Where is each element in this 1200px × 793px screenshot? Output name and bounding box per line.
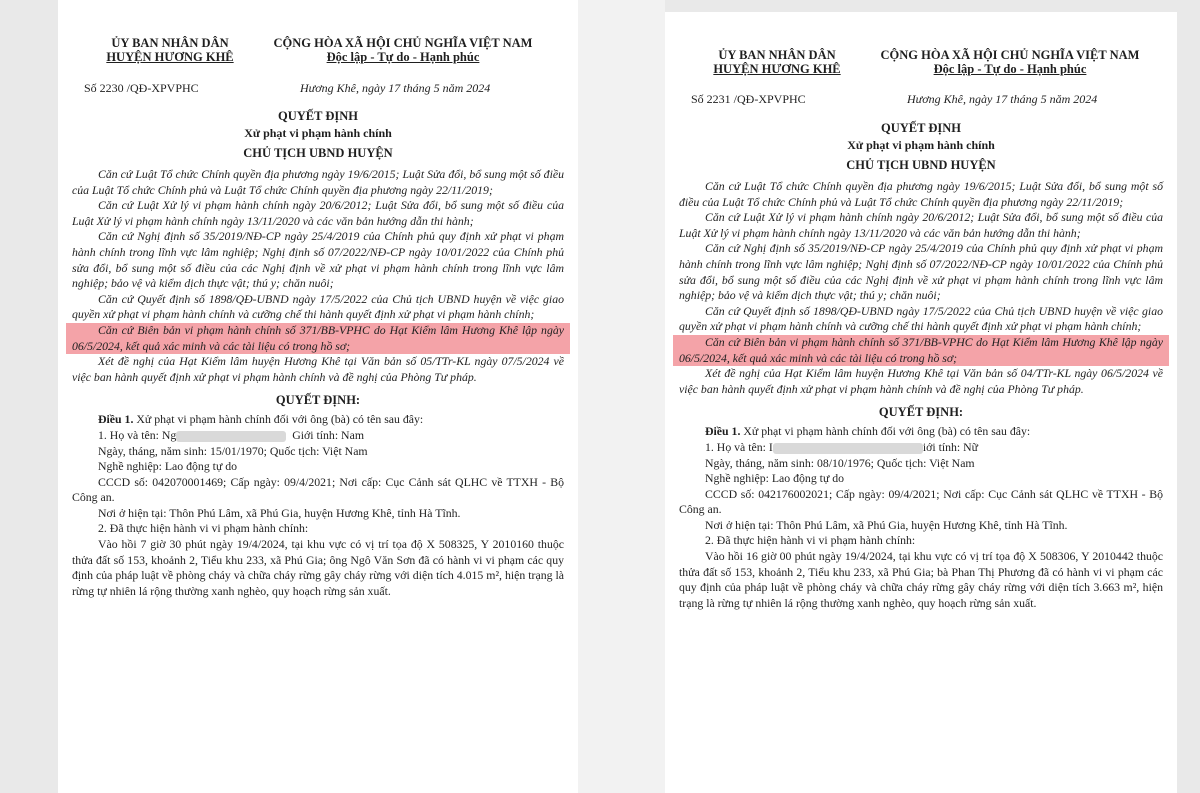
authority-title: CHỦ TỊCH UBND HUYỆN [243, 146, 393, 160]
nation-line1: CỘNG HÒA XÃ HỘI CHỦ NGHĨA VIỆT NAM [273, 36, 533, 50]
id-card: CCCD số: 042176002021; Cấp ngày: 09/4/2021; Nơi cấp: Cục Cảnh sát QLHC về TTXH - Bộ Công an. [679, 486, 1163, 517]
name-label: 1. Họ và tên: Ng [98, 427, 177, 442]
document-subtitle: Xử phạt vi phạm hành chính [244, 126, 392, 140]
document-date: Hương Khê, ngày 17 tháng 5 năm 2024 [300, 81, 491, 95]
id-card: CCCD số: 042070001469; Cấp ngày: 09/4/2021; Nơi cấp: Cục Cảnh sát QLHC về TTXH - Bộ Công an. [72, 474, 564, 505]
document-title: QUYẾT ĐỊNH [278, 109, 358, 123]
nation-line2: Độc lập - Tự do - Hạnh phúc [933, 62, 1087, 76]
decision-heading: QUYẾT ĐỊNH: [878, 405, 964, 420]
proposal-paragraph: Xét đề nghị của Hạt Kiểm lâm huyện Hương Khê tại Văn bản số 05/TTr-KL ngày 07/5/2024 về việc ban hành quyết định xử phạt vi phạm hành chính và đề nghị của Phòng Tư pháp. [72, 354, 564, 384]
article-1 [679, 424, 1163, 611]
document-title: QUYẾT ĐỊNH [881, 121, 961, 135]
article-label: Điều 1. [705, 424, 741, 439]
violation-description: Vào hồi 16 giờ 00 phút ngày 19/4/2024, tại khu vực có vị trí tọa độ X 508306, Y 2010442 thuộc thửa đất số 153, khoảnh 2, Tiểu khu 233, xã Phú Gia; bà Phan Thị Phương đã có hành vi vi phạm các quy định của pháp luật về phòng cháy và chữa cháy rừng gây cháy rừng với diện tích 3.663 m², hiện trạng là rừng tự nhiên lá rộng thường xanh nghèo, quy hoạch rừng sản xuất. [679, 549, 1163, 610]
page-gap [578, 0, 665, 793]
document-header [679, 12, 1163, 106]
org-line1: ỦY BAN NHÂN DÂN [111, 36, 229, 50]
basis-paragraph: Căn cứ Nghị định số 35/2019/NĐ-CP ngày 25/4/2019 của Chính phủ quy định xử phạt vi phạm hành chính trong lĩnh vực lâm nghiệp; Nghị định số 07/2022/NĐ-CP ngày 10/01/2022 của Chính phủ sửa đổi, bổ sung một số điều của các Nghị định về xử phạt vi phạm hành chính trong lĩnh vực lâm nghiệp; bảo vệ và kiểm dịch thực vật; thú y; chăn nuôi; [72, 229, 564, 291]
name-label: 1. Họ và tên: I [705, 439, 773, 454]
legal-basis [72, 167, 564, 385]
issuing-authority [707, 48, 847, 76]
document-titles [72, 108, 564, 163]
org-line1: ỦY BAN NHÂN DÂN [718, 48, 836, 62]
document-number: Số 2230 /QĐ-XPVPHC [84, 81, 199, 95]
gender: iới tính: Nữ [922, 439, 979, 454]
gender: Giới tính: Nam [292, 427, 364, 442]
org-line2: HUYỆN HƯƠNG KHÊ [713, 62, 841, 76]
national-motto [865, 48, 1155, 76]
occupation: Nghề nghiệp: Lao động tự do [98, 459, 238, 474]
national-motto [258, 36, 548, 64]
highlighted-basis: Căn cứ Biên bản vi phạm hành chính số 371/BB-VPHC do Hạt Kiểm lâm Hương Khê lập ngày 06/5/2024, kết quả xác minh và các tài liệu có trong hồ sơ; [673, 335, 1169, 366]
redacted-name [773, 443, 923, 454]
basis-paragraph: Căn cứ Luật Tổ chức Chính quyền địa phương ngày 19/6/2015; Luật Sửa đổi, bổ sung một số điều của Luật Tổ chức Chính phủ và Luật Tổ chức Chính quyền địa phương ngày 22/11/2019; [679, 179, 1163, 209]
address: Nơi ở hiện tại: Thôn Phú Lâm, xã Phú Gia, huyện Hương Khê, tỉnh Hà Tĩnh. [705, 517, 1068, 532]
basis-paragraph: Căn cứ Luật Tổ chức Chính quyền địa phương ngày 19/6/2015; Luật Sửa đổi, bổ sung một số điều của Luật Tổ chức Chính phủ và Luật Tổ chức Chính quyền địa phương ngày 22/11/2019; [72, 167, 564, 197]
basis-paragraph: Căn cứ Luật Xử lý vi phạm hành chính ngày 20/6/2012; Luật Sửa đổi, bổ sung một số điều của Luật Xử lý vi phạm hành chính ngày 13/11/2020 và các văn bản hướng dẫn thi hành; [72, 198, 564, 228]
violation-label: 2. Đã thực hiện hành vi vi phạm hành chính: [98, 521, 309, 536]
date-of-birth: Ngày, tháng, năm sinh: 15/01/1970; Quốc tịch: Việt Nam [98, 443, 368, 458]
violation-label: 2. Đã thực hiện hành vi vi phạm hành chính: [705, 533, 916, 548]
issuing-authority [100, 36, 240, 64]
document-titles [679, 120, 1163, 175]
basis-paragraph: Căn cứ Nghị định số 35/2019/NĐ-CP ngày 25/4/2019 của Chính phủ quy định xử phạt vi phạm hành chính trong lĩnh vực lâm nghiệp; Nghị định số 07/2022/NĐ-CP ngày 10/01/2022 của Chính phủ sửa đổi, bổ sung một số điều của các Nghị định về xử phạt vi phạm hành chính trong lĩnh vực lâm nghiệp; bảo vệ và kiểm dịch thực vật; thú y; chăn nuôi; [679, 241, 1163, 303]
proposal-paragraph: Xét đề nghị của Hạt Kiểm lâm huyện Hương Khê tại Văn bản số 04/TTr-KL ngày 06/5/2024 về việc ban hành quyết định xử phạt vi phạm hành chính và đề nghị của Phòng Tư pháp. [679, 366, 1163, 396]
decision-document-2230 [58, 0, 578, 793]
article-text: Xử phạt vi phạm hành chính đối với ông (bà) có tên sau đây: [743, 424, 1031, 439]
article-text: Xử phạt vi phạm hành chính đối với ông (bà) có tên sau đây: [136, 412, 424, 427]
occupation: Nghề nghiệp: Lao động tự do [705, 471, 845, 486]
redacted-name [176, 431, 286, 442]
nation-line2: Độc lập - Tự do - Hạnh phúc [326, 50, 480, 64]
authority-title: CHỦ TỊCH UBND HUYỆN [846, 158, 996, 172]
article-1 [72, 412, 564, 599]
basis-paragraph: Căn cứ Luật Xử lý vi phạm hành chính ngày 20/6/2012; Luật Sửa đổi, bổ sung một số điều của Luật Xử lý vi phạm hành chính ngày 13/11/2020 và các văn bản hướng dẫn thi hành; [679, 210, 1163, 240]
nation-line1: CỘNG HÒA XÃ HỘI CHỦ NGHĨA VIỆT NAM [880, 48, 1140, 62]
date-of-birth: Ngày, tháng, năm sinh: 08/10/1976; Quốc tịch: Việt Nam [705, 455, 975, 470]
document-date: Hương Khê, ngày 17 tháng 5 năm 2024 [907, 92, 1098, 106]
article-label: Điều 1. [98, 412, 134, 427]
document-number: Số 2231 /QĐ-XPVPHC [691, 92, 806, 106]
decision-document-2231 [665, 12, 1177, 793]
highlighted-basis: Căn cứ Biên bản vi phạm hành chính số 371/BB-VPHC do Hạt Kiểm lâm Hương Khê lập ngày 06/5/2024, kết quả xác minh và các tài liệu có trong hồ sơ; [66, 323, 570, 354]
decision-heading: QUYẾT ĐỊNH: [275, 393, 361, 408]
basis-paragraph: Căn cứ Quyết định số 1898/QĐ-UBND ngày 17/5/2022 của Chủ tịch UBND huyện về việc giao quyền xử phạt vi phạm hành chính và cưỡng chế thi hành quyết định xử phạt vi phạm hành chính; [72, 291, 564, 322]
address: Nơi ở hiện tại: Thôn Phú Lâm, xã Phú Gia, huyện Hương Khê, tỉnh Hà Tĩnh. [98, 505, 461, 520]
violation-description: Vào hồi 7 giờ 30 phút ngày 19/4/2024, tại khu vực có vị trí tọa độ X 508325, Y 2010160 thuộc thửa đất số 153, khoảnh 2, Tiểu khu 233, xã Phú Gia; ông Ngô Văn Sơn đã có hành vi vi phạm các quy định của pháp luật về phòng cháy và chữa cháy rừng gây cháy rừng với diện tích 4.015 m², hiện trạng là rừng tự nhiên lá rộng thường xanh nghèo, quy hoạch rừng sản xuất. [72, 537, 564, 598]
document-header [72, 0, 564, 95]
org-line2: HUYỆN HƯƠNG KHÊ [106, 50, 234, 64]
basis-paragraph: Căn cứ Quyết định số 1898/QĐ-UBND ngày 17/5/2022 của Chủ tịch UBND huyện về việc giao quyền xử phạt vi phạm hành chính và cưỡng chế thi hành quyết định xử phạt vi phạm hành chính; [679, 303, 1163, 334]
document-subtitle: Xử phạt vi phạm hành chính [847, 138, 995, 152]
legal-basis [679, 179, 1163, 397]
